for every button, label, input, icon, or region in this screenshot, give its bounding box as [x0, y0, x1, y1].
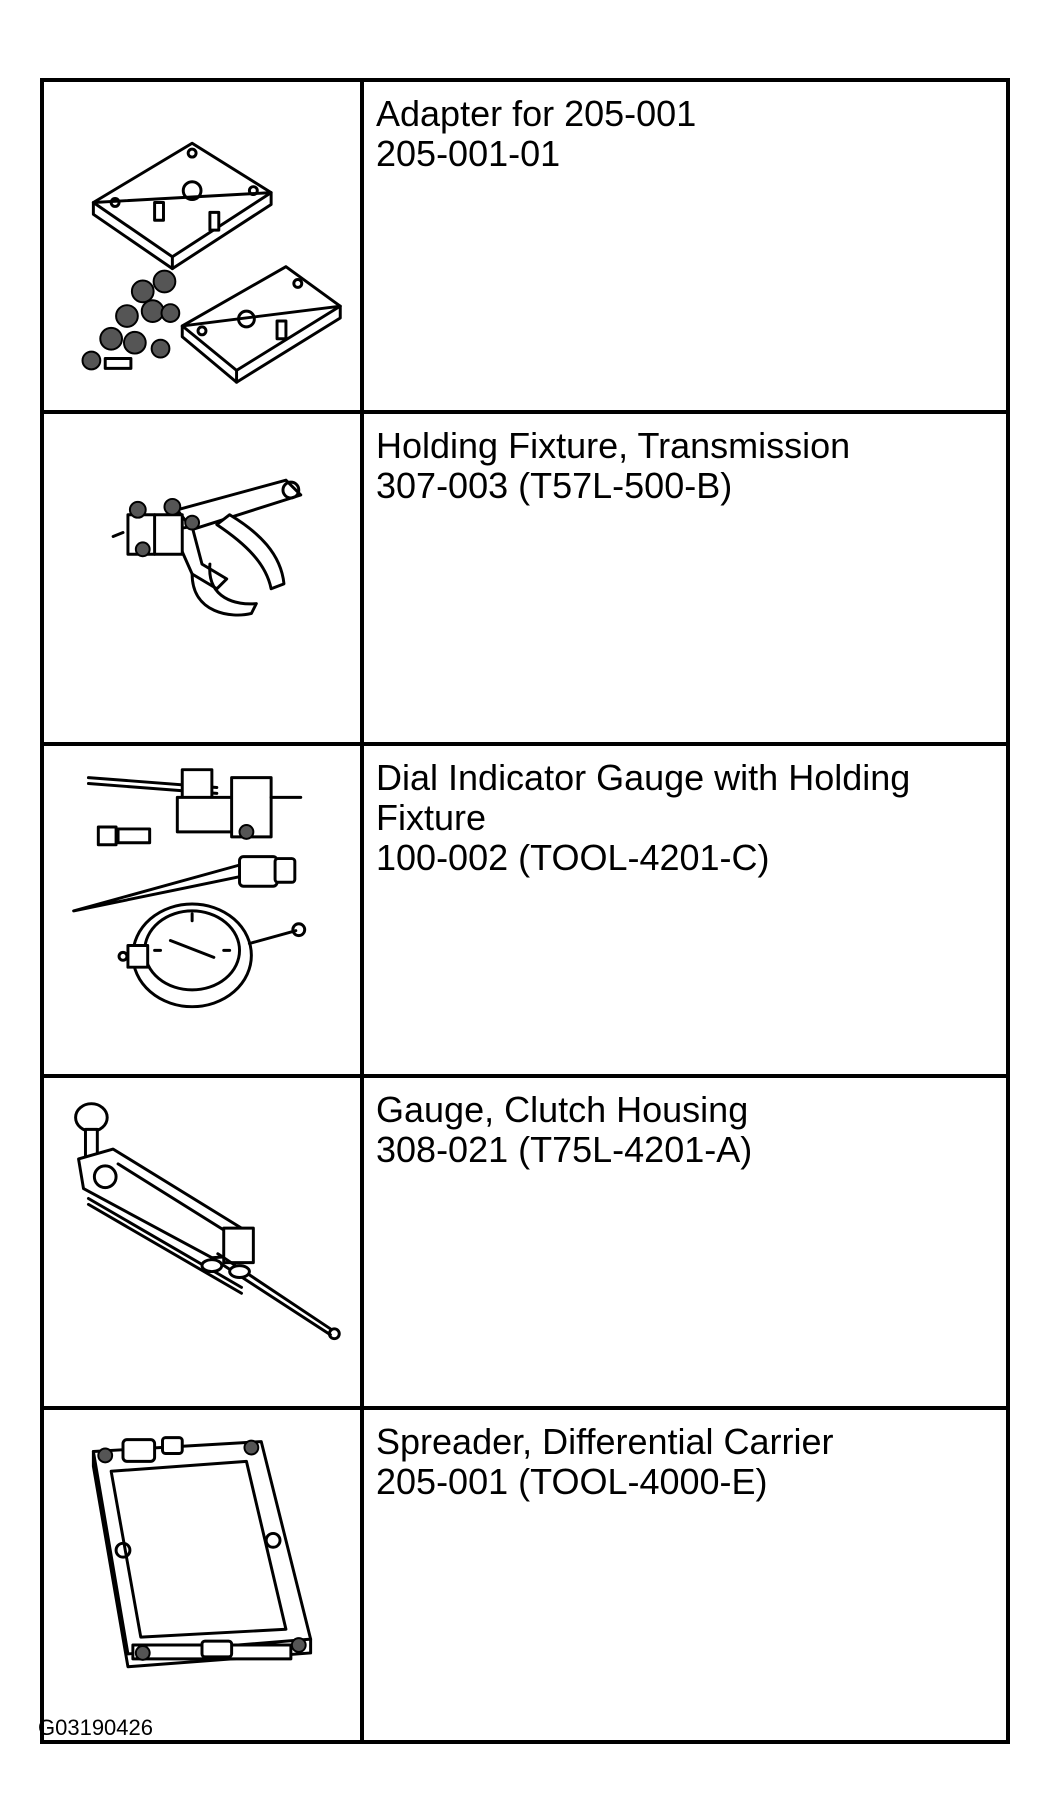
tool-name: Adapter for 205-001 [376, 93, 697, 134]
adapter-plates-icon [44, 82, 360, 398]
tool-illustration-cell [42, 1408, 362, 1742]
tool-description-cell [362, 1076, 1008, 1408]
holding-fixture-icon [44, 414, 360, 730]
tool-illustration-cell [42, 412, 362, 744]
tool-name: Dial Indicator Gauge with Holding Fixture [376, 757, 911, 838]
tool-name: Spreader, Differential Carrier [376, 1421, 834, 1462]
tool-number: 307-003 (T57L-500-B) [376, 465, 733, 506]
tool-description-cell [362, 1408, 1008, 1742]
dial-indicator-icon [44, 746, 360, 1062]
table-row [42, 1076, 1008, 1408]
tool-description-cell [362, 412, 1008, 744]
figure-code: G03190426 [38, 1715, 153, 1740]
tool-number: 205-001 (TOOL-4000-E) [376, 1461, 768, 1502]
clutch-housing-gauge-icon [44, 1078, 360, 1394]
tool-number: 308-021 (T75L-4201-A) [376, 1129, 753, 1170]
tool-description-cell [362, 80, 1008, 412]
tool-number: 100-002 (TOOL-4201-C) [376, 837, 770, 878]
tool-illustration-cell [42, 1076, 362, 1408]
tool-description-cell [362, 744, 1008, 1076]
table-row [42, 1408, 1008, 1742]
table-row [42, 412, 1008, 744]
carrier-spreader-icon [44, 1410, 360, 1728]
tool-illustration-cell [42, 744, 362, 1076]
tool-name: Holding Fixture, Transmission [376, 425, 851, 466]
tool-illustration-cell [42, 80, 362, 412]
table-row [42, 744, 1008, 1076]
tool-name: Gauge, Clutch Housing [376, 1089, 749, 1130]
tool-number: 205-001-01 [376, 133, 561, 174]
special-tools-table [40, 78, 1010, 1744]
table-row [42, 80, 1008, 412]
